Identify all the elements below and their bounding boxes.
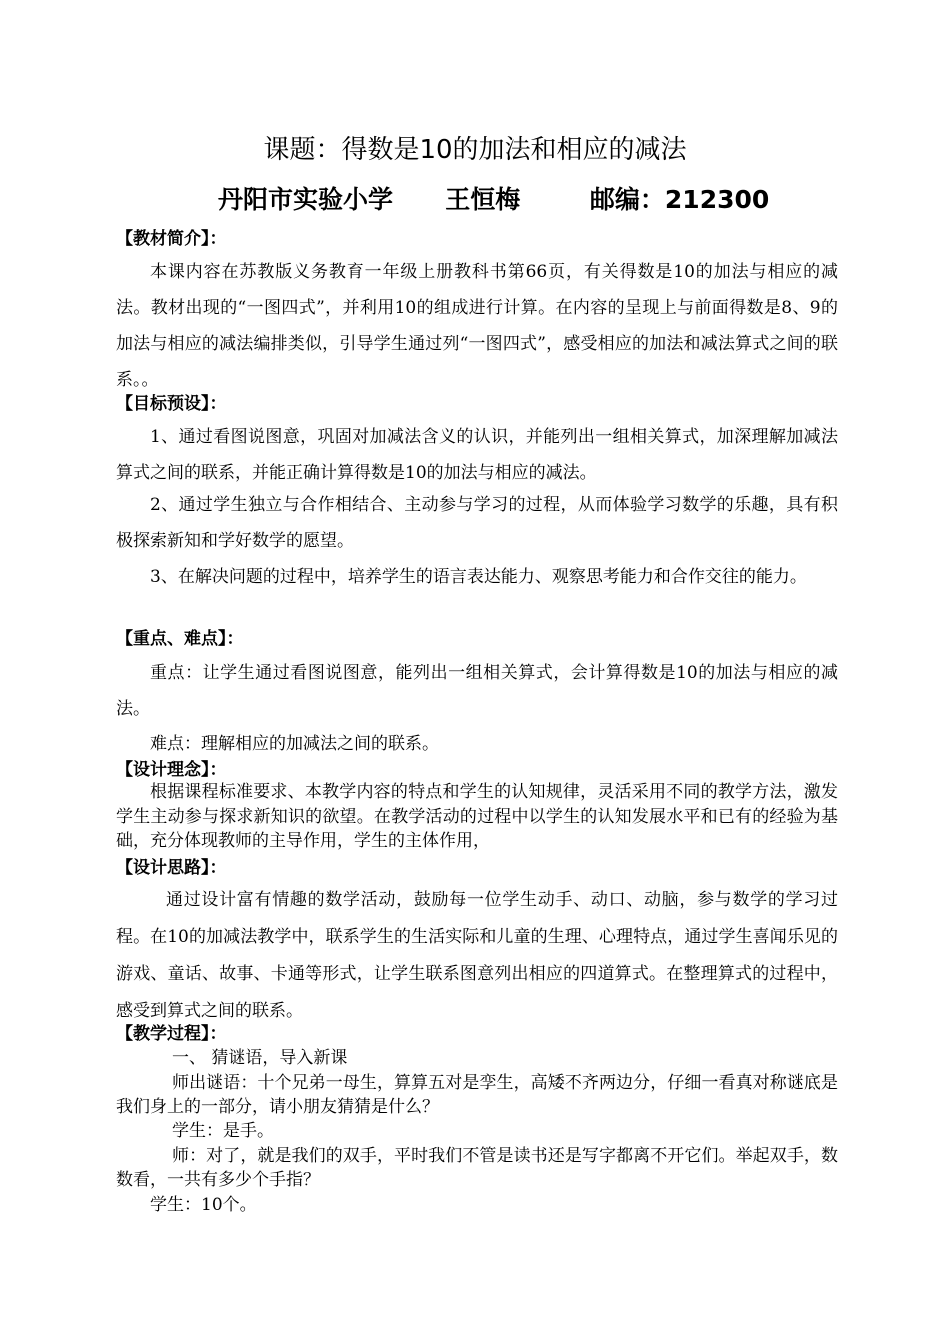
textbook-paragraph: 本课内容在苏教版义务教育一年级上册教科书第66页，有关得数是10的加法与相应的减法。教材出现的“一图四式”，并利用10的组成进行计算。在内容的呈现上与前面得数是8、9的加法与相应的减法编排类似，引导学生通过列“一图四式”，感受相应的加法和减法算式之间的联系。。 <box>116 262 838 390</box>
process-step-title: 一、 猜谜语，导入新课 <box>172 1048 348 1068</box>
student-answer: 学生：10个。 <box>150 1195 257 1215</box>
section-heading-process: 【教学过程】： <box>116 1024 227 1044</box>
goal-item: 3、在解决问题的过程中，培养学生的语言表达能力、观察思考能力和合作交往的能力。 <box>150 567 807 587</box>
difficulty-text: 难点：理解相应的加减法之间的联系。 <box>150 734 439 754</box>
teacher-paragraph: 师：对了，就是我们的双手，平时我们不管是读书还是写字都离不开它们。举起双手，数数看，一共有多少个手指？ <box>116 1146 838 1190</box>
section-heading-concept: 【设计理念】： <box>116 760 227 780</box>
approach-paragraph: 通过设计富有情趣的数学活动，鼓励每一位学生动手、动口、动脑，参与数学的学习过程。在10的加减法教学中，联系学生的生活实际和儿童的生理、心理特点，通过学生喜闻乐见的游戏、童话、故事、卡通等形式，让学生联系图意列出相应的四道算式。在整理算式的过程中，感受到算式之间的联系。 <box>116 890 838 1021</box>
school-name: 丹阳市实验小学 <box>218 185 394 214</box>
section-heading-textbook: 【教材简介】： <box>116 229 227 249</box>
section-heading-goals: 【目标预设】： <box>116 394 227 414</box>
author-name: 王恒梅 <box>445 185 521 214</box>
postcode: 邮编：212300 <box>589 185 770 214</box>
key-point-text: 重点：让学生通过看图说图意，能列出一组相关算式，会计算得数是10的加法与相应的减法。 <box>116 663 838 719</box>
author-line <box>218 182 769 218</box>
riddle-paragraph: 师出谜语：十个兄弟一母生，算算五对是孪生，高矮不齐两边分，仔细一看真对称谜底是我们身上的一部分，请小朋友猜猜是什么？ <box>116 1073 838 1117</box>
concept-paragraph: 根据课程标准要求、本教学内容的特点和学生的认知规律，灵活采用不同的教学方法，激发学生主动参与探求新知识的欲望。在教学活动的过程中以学生的认知发展水平和已有的经验为基础，充分体现教师的主导作用，学生的主体作用， <box>116 782 838 851</box>
goal-item: 2、通过学生独立与合作相结合、主动参与学习的过程，从而体验学习数学的乐趣，具有积极探索新知和学好数学的愿望。 <box>116 495 838 551</box>
page-title: 课题：得数是10的加法和相应的减法 <box>263 135 687 165</box>
goal-item: 1、通过看图说图意，巩固对加减法含义的认识，并能列出一组相关算式，加深理解加减法算式之间的联系，并能正确计算得数是10的加法与相应的减法。 <box>116 427 838 483</box>
section-heading-approach: 【设计思路】： <box>116 858 227 878</box>
student-answer: 学生：是手。 <box>172 1121 274 1141</box>
section-heading-key-points: 【重点、难点】： <box>116 629 244 649</box>
